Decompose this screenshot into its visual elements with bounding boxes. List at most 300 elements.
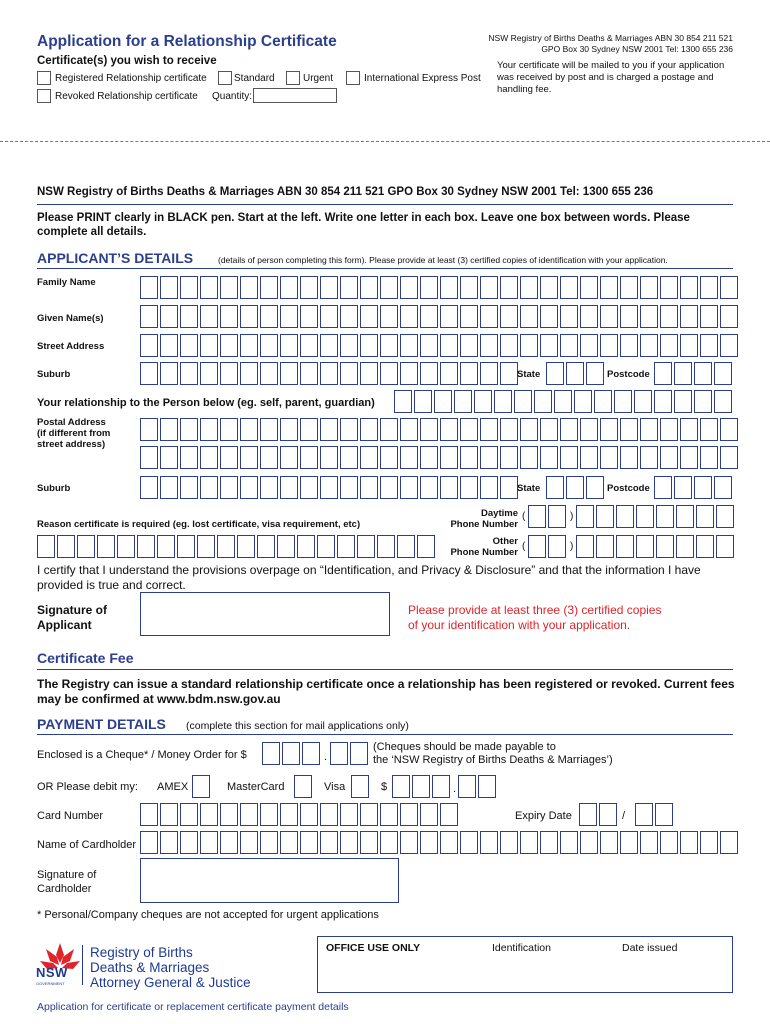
letter-box[interactable] <box>280 446 298 469</box>
letter-box[interactable] <box>160 803 178 826</box>
letter-box[interactable] <box>620 334 638 357</box>
letter-box[interactable] <box>394 390 412 413</box>
letter-box[interactable] <box>714 476 732 499</box>
letter-box[interactable] <box>716 535 734 558</box>
letter-box[interactable] <box>300 418 318 441</box>
letter-box[interactable] <box>440 831 458 854</box>
letter-box[interactable] <box>696 505 714 528</box>
letter-box[interactable] <box>440 276 458 299</box>
letter-box[interactable] <box>97 535 115 558</box>
letter-box[interactable] <box>640 418 658 441</box>
letter-box[interactable] <box>656 535 674 558</box>
cardholder-boxes[interactable] <box>140 831 740 854</box>
letter-box[interactable] <box>432 775 450 798</box>
letter-box[interactable] <box>180 334 198 357</box>
letter-box[interactable] <box>560 446 578 469</box>
letter-box[interactable] <box>480 446 498 469</box>
revoked-checkbox[interactable] <box>37 89 51 103</box>
letter-box[interactable] <box>540 446 558 469</box>
letter-box[interactable] <box>720 276 738 299</box>
letter-box[interactable] <box>454 390 472 413</box>
letter-box[interactable] <box>320 305 338 328</box>
letter-box[interactable] <box>200 362 218 385</box>
letter-box[interactable] <box>300 334 318 357</box>
standard-checkbox[interactable] <box>218 71 232 85</box>
letter-box[interactable] <box>320 418 338 441</box>
letter-box[interactable] <box>400 831 418 854</box>
relationship-boxes[interactable] <box>394 390 734 413</box>
letter-box[interactable] <box>280 418 298 441</box>
letter-box[interactable] <box>180 418 198 441</box>
letter-box[interactable] <box>320 476 338 499</box>
letter-box[interactable] <box>220 446 238 469</box>
letter-box[interactable] <box>260 276 278 299</box>
letter-box[interactable] <box>576 535 594 558</box>
letter-box[interactable] <box>540 831 558 854</box>
letter-box[interactable] <box>540 334 558 357</box>
letter-box[interactable] <box>400 362 418 385</box>
letter-box[interactable] <box>620 305 638 328</box>
letter-box[interactable] <box>440 334 458 357</box>
letter-box[interactable] <box>714 362 732 385</box>
letter-box[interactable] <box>560 418 578 441</box>
letter-box[interactable] <box>640 831 658 854</box>
letter-box[interactable] <box>540 418 558 441</box>
given-names-boxes[interactable] <box>140 305 740 328</box>
letter-box[interactable] <box>480 476 498 499</box>
letter-box[interactable] <box>528 505 546 528</box>
letter-box[interactable] <box>140 476 158 499</box>
letter-box[interactable] <box>360 446 378 469</box>
letter-box[interactable] <box>200 334 218 357</box>
letter-box[interactable] <box>392 775 410 798</box>
letter-box[interactable] <box>340 476 358 499</box>
letter-box[interactable] <box>600 334 618 357</box>
letter-box[interactable] <box>294 775 312 798</box>
letter-box[interactable] <box>380 803 398 826</box>
cheque-dollar-boxes[interactable] <box>262 742 322 765</box>
letter-box[interactable] <box>655 803 673 826</box>
letter-box[interactable] <box>240 476 258 499</box>
letter-box[interactable] <box>580 446 598 469</box>
letter-box[interactable] <box>640 446 658 469</box>
letter-box[interactable] <box>260 803 278 826</box>
letter-box[interactable] <box>458 775 476 798</box>
letter-box[interactable] <box>520 276 538 299</box>
letter-box[interactable] <box>157 535 175 558</box>
letter-box[interactable] <box>160 476 178 499</box>
letter-box[interactable] <box>200 803 218 826</box>
letter-box[interactable] <box>656 505 674 528</box>
letter-box[interactable] <box>140 276 158 299</box>
letter-box[interactable] <box>200 476 218 499</box>
letter-box[interactable] <box>654 362 672 385</box>
letter-box[interactable] <box>262 742 280 765</box>
letter-box[interactable] <box>694 476 712 499</box>
letter-box[interactable] <box>520 831 538 854</box>
daytime-area-boxes[interactable] <box>528 505 568 528</box>
letter-box[interactable] <box>566 476 584 499</box>
letter-box[interactable] <box>237 535 255 558</box>
postcode2-boxes[interactable] <box>654 476 734 499</box>
letter-box[interactable] <box>500 418 518 441</box>
letter-box[interactable] <box>360 334 378 357</box>
letter-box[interactable] <box>420 418 438 441</box>
postal-boxes-1[interactable] <box>140 418 740 441</box>
letter-box[interactable] <box>546 362 564 385</box>
letter-box[interactable] <box>440 476 458 499</box>
letter-box[interactable] <box>140 446 158 469</box>
letter-box[interactable] <box>280 803 298 826</box>
letter-box[interactable] <box>200 446 218 469</box>
letter-box[interactable] <box>160 831 178 854</box>
letter-box[interactable] <box>540 276 558 299</box>
letter-box[interactable] <box>580 276 598 299</box>
letter-box[interactable] <box>560 334 578 357</box>
letter-box[interactable] <box>340 334 358 357</box>
letter-box[interactable] <box>636 535 654 558</box>
letter-box[interactable] <box>594 390 612 413</box>
letter-box[interactable] <box>494 390 512 413</box>
letter-box[interactable] <box>720 418 738 441</box>
letter-box[interactable] <box>330 742 348 765</box>
letter-box[interactable] <box>500 334 518 357</box>
letter-box[interactable] <box>599 803 617 826</box>
letter-box[interactable] <box>360 803 378 826</box>
letter-box[interactable] <box>579 803 597 826</box>
amount-cents-boxes[interactable] <box>458 775 498 798</box>
letter-box[interactable] <box>700 831 718 854</box>
letter-box[interactable] <box>576 505 594 528</box>
mastercard-box[interactable] <box>294 775 314 798</box>
cardholder-signature-box[interactable] <box>140 858 399 903</box>
letter-box[interactable] <box>460 831 478 854</box>
letter-box[interactable] <box>280 831 298 854</box>
letter-box[interactable] <box>340 276 358 299</box>
letter-box[interactable] <box>676 535 694 558</box>
letter-box[interactable] <box>720 446 738 469</box>
letter-box[interactable] <box>635 803 653 826</box>
letter-box[interactable] <box>360 831 378 854</box>
letter-box[interactable] <box>340 831 358 854</box>
letter-box[interactable] <box>460 305 478 328</box>
letter-box[interactable] <box>520 446 538 469</box>
letter-box[interactable] <box>440 418 458 441</box>
letter-box[interactable] <box>566 362 584 385</box>
amount-dollar-boxes[interactable] <box>392 775 452 798</box>
letter-box[interactable] <box>460 276 478 299</box>
letter-box[interactable] <box>720 831 738 854</box>
letter-box[interactable] <box>340 305 358 328</box>
letter-box[interactable] <box>420 276 438 299</box>
letter-box[interactable] <box>480 334 498 357</box>
letter-box[interactable] <box>680 446 698 469</box>
letter-box[interactable] <box>337 535 355 558</box>
letter-box[interactable] <box>140 362 158 385</box>
postal-boxes-2[interactable] <box>140 446 740 469</box>
letter-box[interactable] <box>716 505 734 528</box>
letter-box[interactable] <box>660 831 678 854</box>
letter-box[interactable] <box>700 446 718 469</box>
letter-box[interactable] <box>220 476 238 499</box>
letter-box[interactable] <box>480 831 498 854</box>
letter-box[interactable] <box>620 276 638 299</box>
letter-box[interactable] <box>351 775 369 798</box>
card-number-boxes[interactable] <box>140 803 460 826</box>
letter-box[interactable] <box>360 305 378 328</box>
letter-box[interactable] <box>548 535 566 558</box>
letter-box[interactable] <box>160 446 178 469</box>
letter-box[interactable] <box>680 305 698 328</box>
letter-box[interactable] <box>440 803 458 826</box>
letter-box[interactable] <box>160 334 178 357</box>
letter-box[interactable] <box>400 418 418 441</box>
letter-box[interactable] <box>694 390 712 413</box>
letter-box[interactable] <box>480 276 498 299</box>
letter-box[interactable] <box>137 535 155 558</box>
letter-box[interactable] <box>260 305 278 328</box>
letter-box[interactable] <box>520 334 538 357</box>
letter-box[interactable] <box>282 742 300 765</box>
letter-box[interactable] <box>586 362 604 385</box>
letter-box[interactable] <box>478 775 496 798</box>
letter-box[interactable] <box>280 334 298 357</box>
letter-box[interactable] <box>340 362 358 385</box>
letter-box[interactable] <box>300 803 318 826</box>
letter-box[interactable] <box>220 831 238 854</box>
postcode-boxes[interactable] <box>654 362 734 385</box>
letter-box[interactable] <box>600 305 618 328</box>
state-boxes[interactable] <box>546 362 606 385</box>
letter-box[interactable] <box>380 305 398 328</box>
letter-box[interactable] <box>528 535 546 558</box>
letter-box[interactable] <box>460 334 478 357</box>
letter-box[interactable] <box>700 305 718 328</box>
letter-box[interactable] <box>574 390 592 413</box>
letter-box[interactable] <box>548 505 566 528</box>
letter-box[interactable] <box>280 362 298 385</box>
expiry-month-boxes[interactable] <box>579 803 619 826</box>
letter-box[interactable] <box>340 446 358 469</box>
letter-box[interactable] <box>586 476 604 499</box>
letter-box[interactable] <box>180 305 198 328</box>
letter-box[interactable] <box>320 446 338 469</box>
suburb2-boxes[interactable] <box>140 476 520 499</box>
letter-box[interactable] <box>714 390 732 413</box>
letter-box[interactable] <box>420 476 438 499</box>
other-phone-boxes[interactable] <box>576 535 736 558</box>
reason-boxes[interactable] <box>37 535 437 558</box>
letter-box[interactable] <box>140 831 158 854</box>
letter-box[interactable] <box>57 535 75 558</box>
letter-box[interactable] <box>340 803 358 826</box>
letter-box[interactable] <box>680 831 698 854</box>
letter-box[interactable] <box>197 535 215 558</box>
letter-box[interactable] <box>360 476 378 499</box>
letter-box[interactable] <box>217 535 235 558</box>
letter-box[interactable] <box>200 418 218 441</box>
letter-box[interactable] <box>654 390 672 413</box>
letter-box[interactable] <box>320 362 338 385</box>
letter-box[interactable] <box>600 831 618 854</box>
letter-box[interactable] <box>380 446 398 469</box>
letter-box[interactable] <box>434 390 452 413</box>
quantity-input[interactable] <box>253 88 337 103</box>
letter-box[interactable] <box>240 803 258 826</box>
letter-box[interactable] <box>674 390 692 413</box>
letter-box[interactable] <box>260 362 278 385</box>
letter-box[interactable] <box>297 535 315 558</box>
letter-box[interactable] <box>636 505 654 528</box>
letter-box[interactable] <box>220 362 238 385</box>
visa-box[interactable] <box>351 775 371 798</box>
letter-box[interactable] <box>546 476 564 499</box>
letter-box[interactable] <box>520 305 538 328</box>
street-boxes[interactable] <box>140 334 740 357</box>
letter-box[interactable] <box>680 418 698 441</box>
letter-box[interactable] <box>700 334 718 357</box>
letter-box[interactable] <box>600 446 618 469</box>
letter-box[interactable] <box>400 276 418 299</box>
letter-box[interactable] <box>614 390 632 413</box>
letter-box[interactable] <box>380 476 398 499</box>
letter-box[interactable] <box>580 831 598 854</box>
letter-box[interactable] <box>260 831 278 854</box>
suburb-boxes[interactable] <box>140 362 520 385</box>
letter-box[interactable] <box>180 803 198 826</box>
letter-box[interactable] <box>377 535 395 558</box>
letter-box[interactable] <box>200 276 218 299</box>
letter-box[interactable] <box>500 476 518 499</box>
letter-box[interactable] <box>280 305 298 328</box>
letter-box[interactable] <box>357 535 375 558</box>
letter-box[interactable] <box>280 276 298 299</box>
letter-box[interactable] <box>676 505 694 528</box>
other-area-boxes[interactable] <box>528 535 568 558</box>
letter-box[interactable] <box>620 418 638 441</box>
letter-box[interactable] <box>260 446 278 469</box>
letter-box[interactable] <box>300 362 318 385</box>
letter-box[interactable] <box>140 418 158 441</box>
urgent-checkbox[interactable] <box>286 71 300 85</box>
letter-box[interactable] <box>580 334 598 357</box>
letter-box[interactable] <box>654 476 672 499</box>
letter-box[interactable] <box>480 362 498 385</box>
letter-box[interactable] <box>420 334 438 357</box>
letter-box[interactable] <box>240 362 258 385</box>
letter-box[interactable] <box>140 305 158 328</box>
letter-box[interactable] <box>700 276 718 299</box>
letter-box[interactable] <box>400 305 418 328</box>
state2-boxes[interactable] <box>546 476 606 499</box>
letter-box[interactable] <box>400 803 418 826</box>
letter-box[interactable] <box>180 446 198 469</box>
letter-box[interactable] <box>560 305 578 328</box>
letter-box[interactable] <box>514 390 532 413</box>
letter-box[interactable] <box>220 418 238 441</box>
family-name-boxes[interactable] <box>140 276 740 299</box>
letter-box[interactable] <box>554 390 572 413</box>
letter-box[interactable] <box>257 535 275 558</box>
letter-box[interactable] <box>320 803 338 826</box>
letter-box[interactable] <box>720 334 738 357</box>
letter-box[interactable] <box>220 305 238 328</box>
letter-box[interactable] <box>640 305 658 328</box>
letter-box[interactable] <box>440 362 458 385</box>
letter-box[interactable] <box>220 276 238 299</box>
letter-box[interactable] <box>300 476 318 499</box>
letter-box[interactable] <box>260 418 278 441</box>
letter-box[interactable] <box>420 803 438 826</box>
letter-box[interactable] <box>320 334 338 357</box>
letter-box[interactable] <box>317 535 335 558</box>
registered-checkbox[interactable] <box>37 71 51 85</box>
letter-box[interactable] <box>412 775 430 798</box>
letter-box[interactable] <box>140 334 158 357</box>
letter-box[interactable] <box>500 831 518 854</box>
letter-box[interactable] <box>37 535 55 558</box>
letter-box[interactable] <box>660 418 678 441</box>
letter-box[interactable] <box>180 276 198 299</box>
international-checkbox[interactable] <box>346 71 360 85</box>
letter-box[interactable] <box>660 334 678 357</box>
amex-box[interactable] <box>192 775 212 798</box>
letter-box[interactable] <box>200 831 218 854</box>
letter-box[interactable] <box>280 476 298 499</box>
letter-box[interactable] <box>160 305 178 328</box>
letter-box[interactable] <box>380 418 398 441</box>
letter-box[interactable] <box>400 476 418 499</box>
letter-box[interactable] <box>180 362 198 385</box>
letter-box[interactable] <box>500 362 518 385</box>
letter-box[interactable] <box>397 535 415 558</box>
letter-box[interactable] <box>240 418 258 441</box>
letter-box[interactable] <box>500 276 518 299</box>
letter-box[interactable] <box>380 831 398 854</box>
letter-box[interactable] <box>600 418 618 441</box>
letter-box[interactable] <box>240 305 258 328</box>
letter-box[interactable] <box>460 476 478 499</box>
letter-box[interactable] <box>674 362 692 385</box>
cheque-cents-boxes[interactable] <box>330 742 370 765</box>
letter-box[interactable] <box>680 276 698 299</box>
letter-box[interactable] <box>260 334 278 357</box>
letter-box[interactable] <box>200 305 218 328</box>
letter-box[interactable] <box>414 390 432 413</box>
letter-box[interactable] <box>460 362 478 385</box>
letter-box[interactable] <box>340 418 358 441</box>
letter-box[interactable] <box>674 476 692 499</box>
expiry-year-boxes[interactable] <box>635 803 675 826</box>
letter-box[interactable] <box>320 831 338 854</box>
letter-box[interactable] <box>220 803 238 826</box>
letter-box[interactable] <box>240 831 258 854</box>
letter-box[interactable] <box>560 831 578 854</box>
letter-box[interactable] <box>240 276 258 299</box>
letter-box[interactable] <box>300 446 318 469</box>
letter-box[interactable] <box>680 334 698 357</box>
letter-box[interactable] <box>350 742 368 765</box>
letter-box[interactable] <box>660 276 678 299</box>
letter-box[interactable] <box>400 446 418 469</box>
letter-box[interactable] <box>300 831 318 854</box>
letter-box[interactable] <box>560 276 578 299</box>
letter-box[interactable] <box>460 418 478 441</box>
letter-box[interactable] <box>596 505 614 528</box>
letter-box[interactable] <box>420 362 438 385</box>
letter-box[interactable] <box>596 535 614 558</box>
letter-box[interactable] <box>720 305 738 328</box>
